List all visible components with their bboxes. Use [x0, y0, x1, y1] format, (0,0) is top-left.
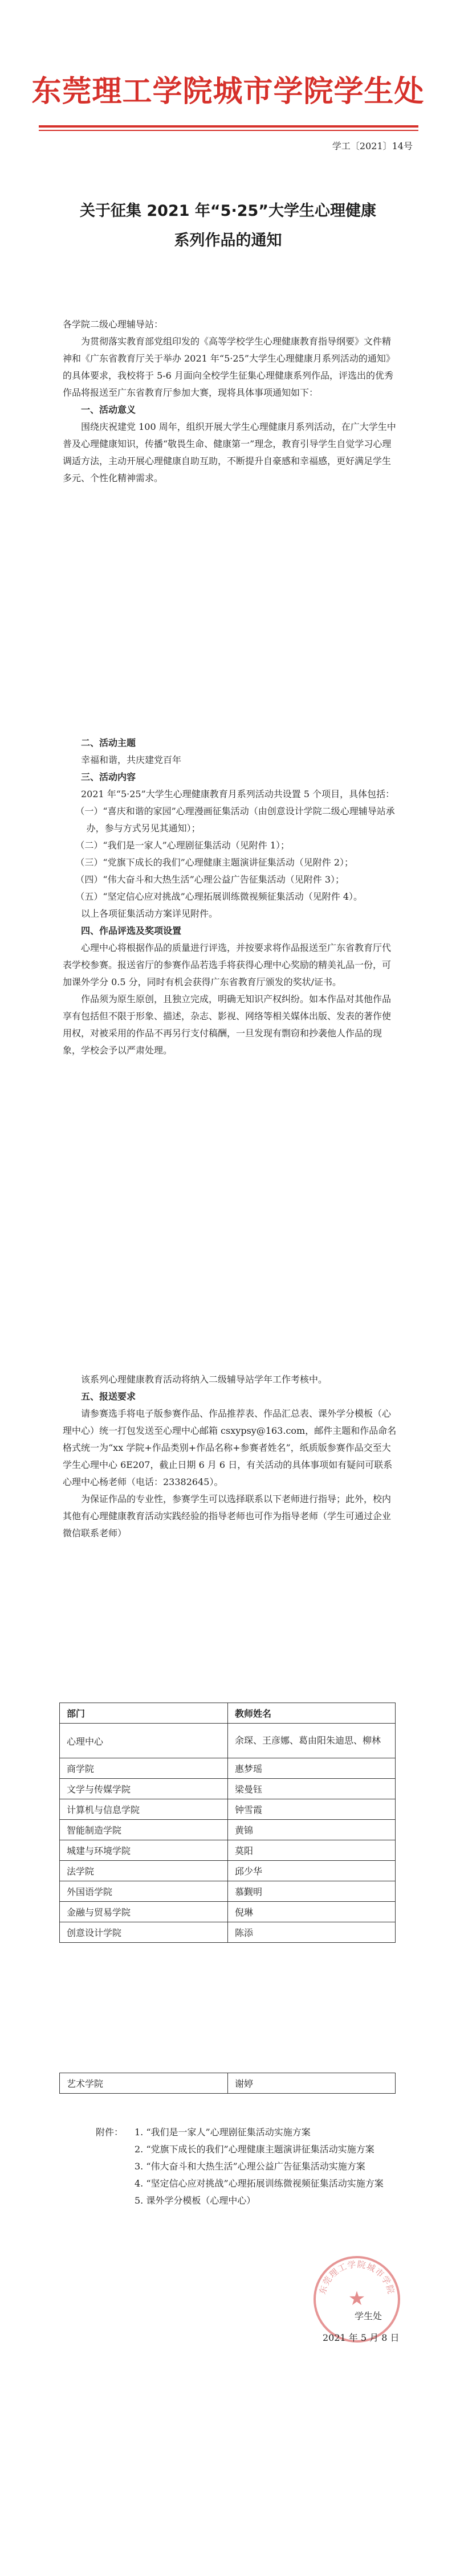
- attachments-list: [96, 2124, 392, 2209]
- table-cell-teacher: 倪琳: [228, 1902, 396, 1922]
- notice-title-line1: 关于征集 2021 年“5·25”大学生心理健康: [79, 202, 377, 220]
- section-4-body: 心理中心将根据作品的质量进行评选，并按要求将作品报送至广东省教育厅代表学校参赛。报送省厅的参赛作品若选手将获得心理中心奖励的精美礼品一份，可加课外学分 0.5 分，同时有机会获得广东省教育厅颁发的奖状/证书。: [63, 942, 392, 987]
- table-cell-dept: 外国语学院: [60, 1881, 228, 1902]
- table-row: [60, 1799, 396, 1820]
- salutation: 各学院二级心理辅导站：: [63, 319, 164, 330]
- table-cell-dept: 计算机与信息学院: [60, 1799, 228, 1820]
- section-3-item-4: （四）“伟大奋斗和大热生活”心理公益广告征集活动（见附件 3）；: [75, 874, 345, 885]
- table-cell-dept: 金融与贸易学院: [60, 1902, 228, 1922]
- attachment-row: [96, 2141, 392, 2158]
- table-header-dept: 部门: [60, 1703, 228, 1724]
- table-cell-dept: 智能制造学院: [60, 1820, 228, 1840]
- section-5-body: 请参赛选手将电子版参赛作品、作品推荐表、作品汇总表、课外学分模板（心理中心）统一打包发送至心理中心邮箱 csxypsy@163.com，邮件主题和作品命名格式统一为“xx 学院+作品类别+作品名称+参赛者姓名”，纸质版参赛作品交至大学生心理中心 6E207，截止日期 6 月 6 日，有关活动的具体事项如有疑问可联系心理中心杨老师（电话：23382645）。: [63, 1408, 397, 1487]
- org-header-title: 东莞理工学院城市学院学生处: [31, 75, 425, 109]
- table-row: [60, 1922, 396, 1943]
- section-5-block: [63, 1371, 399, 1542]
- seal-star-icon: ★: [348, 2287, 366, 2310]
- table-header-row: [60, 1703, 396, 1724]
- section-3-outro: 以上各项征集活动方案详见附件。: [81, 908, 218, 919]
- table-row: [60, 2073, 396, 2094]
- section-5-heading: 五、报送要求: [81, 1391, 136, 1402]
- section-1-body: 围绕庆祝建党 100 周年，组织开展大学生心理健康月系列活动，在广大学生中普及心理健康知识，传播“敬畏生命、健康第一”理念，教育引导学生自觉学习心理调适方法，主动开展心理健康自助互助，不断提升自豪感和幸福感，更好满足学生多元、个性化精神需求。: [63, 421, 396, 483]
- section-3-item-3: （三）“党旗下成长的我们”心理健康主题演讲征集活动（见附件 2）；: [75, 857, 354, 868]
- signer-name: 学生处: [355, 2311, 382, 2321]
- section-3-item-2: （二）“我们是一家人”心理剧征集活动（见附件 1）；: [75, 840, 290, 851]
- table-cell-dept: 文学与传媒学院: [60, 1779, 228, 1799]
- section-3-intro: 2021 年“5·25”大学生心理健康教育月系列活动共设置 5 个项目，具体包括：: [81, 789, 395, 799]
- sections-2-4-block: [63, 735, 399, 1059]
- table-row: [60, 1840, 396, 1861]
- table-cell-teacher: 惠梦瑶: [228, 1758, 396, 1779]
- table-row: [60, 1861, 396, 1881]
- table-cell-teacher: 邱少华: [228, 1861, 396, 1881]
- attachment-item-4: 4. “坚定信心应对挑战”心理拓展训练微视频征集活动实施方案: [135, 2178, 384, 2189]
- attachment-item-3: 3. “伟大奋斗和大热生活”心理公益广告征集活动实施方案: [135, 2161, 365, 2172]
- table-row: [60, 1724, 396, 1758]
- table-cell-dept: 艺术学院: [60, 2073, 228, 2094]
- intro-block: [63, 316, 399, 487]
- table-cell-dept: 商学院: [60, 1758, 228, 1779]
- section-2-body: 幸福和谐，共庆建党百年: [81, 754, 182, 765]
- seal-text: 东莞理工学院城市学院: [317, 2259, 397, 2296]
- contact-table-continued: [59, 2073, 396, 2094]
- table-row: [60, 1779, 396, 1799]
- table-cell-dept: 法学院: [60, 1861, 228, 1881]
- table-cell-teacher: 谢婷: [228, 2073, 396, 2094]
- contact-table: [59, 1703, 396, 1943]
- signature-date: 2021 年 5 月 8 日: [323, 2332, 400, 2343]
- section-3-item-5: （五）“坚定信心应对挑战”心理拓展训练微视频征集活动（见附件 4）。: [75, 891, 363, 902]
- table-cell-teacher: 慕觐明: [228, 1881, 396, 1902]
- table-row: [60, 1881, 396, 1902]
- table-cell-teacher: 莫阳: [228, 1840, 396, 1861]
- table-cell-teacher: 黄锦: [228, 1820, 396, 1840]
- intro-body: 为贯彻落实教育部党组印发的《高等学校学生心理健康教育指导纲要》文件精神和《广东省教育厅关于举办 2021 年“5·25”大学生心理健康月系列活动的通知》的具体要求，我校将于 5-6 月面向全校学生征集心理健康系列作品，评选出的优秀作品将报送至广东省教育厅参加大赛，现将具体事项通知如下：: [63, 336, 395, 398]
- table-row: [60, 1820, 396, 1840]
- section-5-body2: 为保证作品的专业性，参赛学生可以选择联系以下老师进行指导；此外，校内其他有心理健康教育活动实践经验的指导老师也可作为指导老师（学生可通过企业微信联系老师）: [63, 1494, 392, 1539]
- notice-title: [63, 196, 393, 256]
- table-cell-teacher: 余琛、王彦娜、葛由阳朱迪思、柳林: [228, 1724, 396, 1758]
- attachment-row: [96, 2175, 392, 2192]
- section-4-tail: 该系列心理健康教育活动将纳入二级辅导站学年工作考核中。: [81, 1374, 328, 1385]
- section-2-heading: 二、活动主题: [81, 737, 136, 748]
- attachment-row: [96, 2124, 392, 2141]
- table-row: [60, 1902, 396, 1922]
- attachment-item-2: 2. “党旗下成长的我们”心理健康主题演讲征集活动实施方案: [135, 2144, 374, 2155]
- table-cell-dept: 创意设计学院: [60, 1922, 228, 1943]
- attachment-item-5: 5. 课外学分模板（心理中心）: [135, 2195, 256, 2206]
- attachment-row: [96, 2192, 392, 2209]
- document-number: 学工〔2021〕14号: [332, 141, 413, 151]
- table-row: [60, 1758, 396, 1779]
- red-divider-thick: [39, 125, 418, 128]
- section-1-heading: 一、活动意义: [81, 404, 136, 415]
- attachment-item-1: 1. “我们是一家人”心理剧征集活动实施方案: [135, 2127, 311, 2138]
- notice-title-line2: 系列作品的通知: [174, 232, 282, 249]
- table-cell-dept: 心理中心: [60, 1724, 228, 1758]
- table-cell-teacher: 钟雪霞: [228, 1799, 396, 1820]
- table-header-teacher: 教师姓名: [228, 1703, 396, 1724]
- attachments-label: 附件：: [96, 2127, 124, 2138]
- table-cell-teacher: 陈添: [228, 1922, 396, 1943]
- section-3-item-1: （一）“喜庆和谐的家园”心理漫画征集活动（由创意设计学院二级心理辅导站承办，参与方式另见其通知）；: [75, 806, 395, 834]
- red-divider-thin: [39, 130, 418, 131]
- attachment-row: [96, 2158, 392, 2175]
- section-4-heading: 四、作品评选及奖项设置: [81, 925, 182, 936]
- table-cell-dept: 城建与环境学院: [60, 1840, 228, 1861]
- section-3-heading: 三、活动内容: [81, 772, 136, 782]
- table-cell-teacher: 梁曼钰: [228, 1779, 396, 1799]
- section-4-body2: 作品须为原生原创，且独立完成，明确无知识产权纠纷。如本作品对其他作品享有包括但不限于形象、描述，杂志、影视、网络等相关媒体出版、发表的著作使用权，对被采用的作品不再另行支付稿酬，一旦发现有剽窃和抄袭他人作品的现象，学校会予以严肃处理。: [63, 994, 392, 1056]
